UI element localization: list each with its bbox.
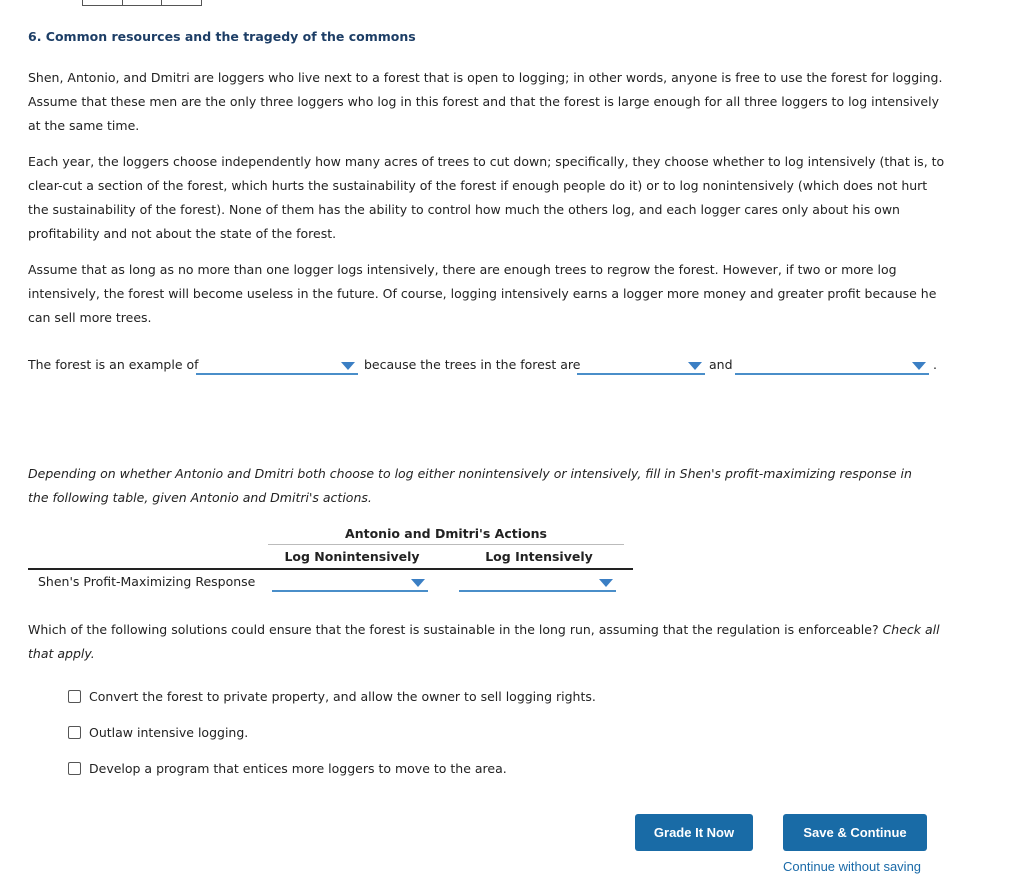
top-tab-strip — [82, 0, 202, 6]
checkbox-question-hint: Check all that apply. — [28, 622, 940, 661]
chevron-down-icon — [411, 579, 425, 587]
checkbox-question-text: Which of the following solutions could ensure that the forest is sustainable in the long run, assuming that the regulation is enforceable? — [28, 622, 879, 637]
option-label: Convert the forest to private property, and allow the owner to sell logging rights. — [89, 689, 596, 704]
sentence-part-1: The forest is an example of — [28, 357, 199, 372]
option-entice-loggers[interactable] — [68, 761, 507, 776]
resource-type-dropdown[interactable] — [196, 353, 358, 375]
excludability-dropdown[interactable] — [577, 353, 705, 375]
column-log-nonintensively: Log Nonintensively — [284, 549, 420, 564]
checkbox-question — [28, 618, 958, 666]
column-log-intensively: Log Intensively — [485, 549, 593, 564]
chevron-down-icon — [688, 362, 702, 370]
checkbox[interactable] — [68, 726, 81, 739]
option-private-property[interactable] — [68, 689, 596, 704]
chevron-down-icon — [341, 362, 355, 370]
paragraph-choices: Each year, the loggers choose independently how many acres of trees to cut down; specifically, they choose whether to log intensively (that is, to clear-cut a section of the forest, which hurts the sustainability of the forest if enough people do it) or to log nonintensively (which does not hurt the sustainability of the forest). None of them has the ability to control how much the others log, and each logger cares only about his own profitability and not about the state of the forest. — [28, 154, 945, 241]
table-group-header: Antonio and Dmitri's Actions — [345, 526, 547, 541]
row-label-shen-response: Shen's Profit-Maximizing Response — [38, 574, 256, 589]
shen-response-intensive-dropdown[interactable] — [459, 570, 616, 592]
rivalry-dropdown[interactable] — [735, 353, 929, 375]
checkbox[interactable] — [68, 690, 81, 703]
option-label: Outlaw intensive logging. — [89, 725, 249, 740]
chevron-down-icon — [599, 579, 613, 587]
checkbox[interactable] — [68, 762, 81, 775]
shen-response-nonintensive-dropdown[interactable] — [272, 570, 428, 592]
paragraph-intro: Shen, Antonio, and Dmitri are loggers who live next to a forest that is open to logging; in other words, anyone is free to use the forest for logging. Assume that these men are the only three loggers who log in this forest and that the forest is large enough for all three loggers to log intensively at the same time. — [28, 70, 943, 133]
paragraph-assumption: Assume that as long as no more than one logger logs intensively, there are enough trees to regrow the forest. However, if two or more log intensively, the forest will become useless in the future. Of course, logging intensively earns a logger more money and greater profit because he can sell more trees. — [28, 262, 937, 325]
grade-it-now-button[interactable]: Grade It Now — [635, 814, 753, 851]
table-group-divider — [268, 544, 624, 545]
continue-without-saving-link[interactable]: Continue without saving — [783, 859, 922, 874]
sentence-part-2: because the trees in the forest are — [364, 357, 581, 372]
question-title: 6. Common resources and the tragedy of the commons — [28, 29, 416, 44]
option-label: Develop a program that entices more loggers to move to the area. — [89, 761, 507, 776]
table-instructions: Depending on whether Antonio and Dmitri both choose to log either nonintensively or intensively, fill in Shen's profit-maximizing response in the following table, given Antonio and Dmitri's actions. — [28, 466, 912, 505]
save-continue-button[interactable]: Save & Continue — [783, 814, 927, 851]
chevron-down-icon — [912, 362, 926, 370]
sentence-end: . — [933, 357, 937, 372]
sentence-part-3: and — [709, 357, 733, 372]
option-outlaw-intensive[interactable] — [68, 725, 248, 740]
fill-in-sentence — [28, 353, 968, 377]
